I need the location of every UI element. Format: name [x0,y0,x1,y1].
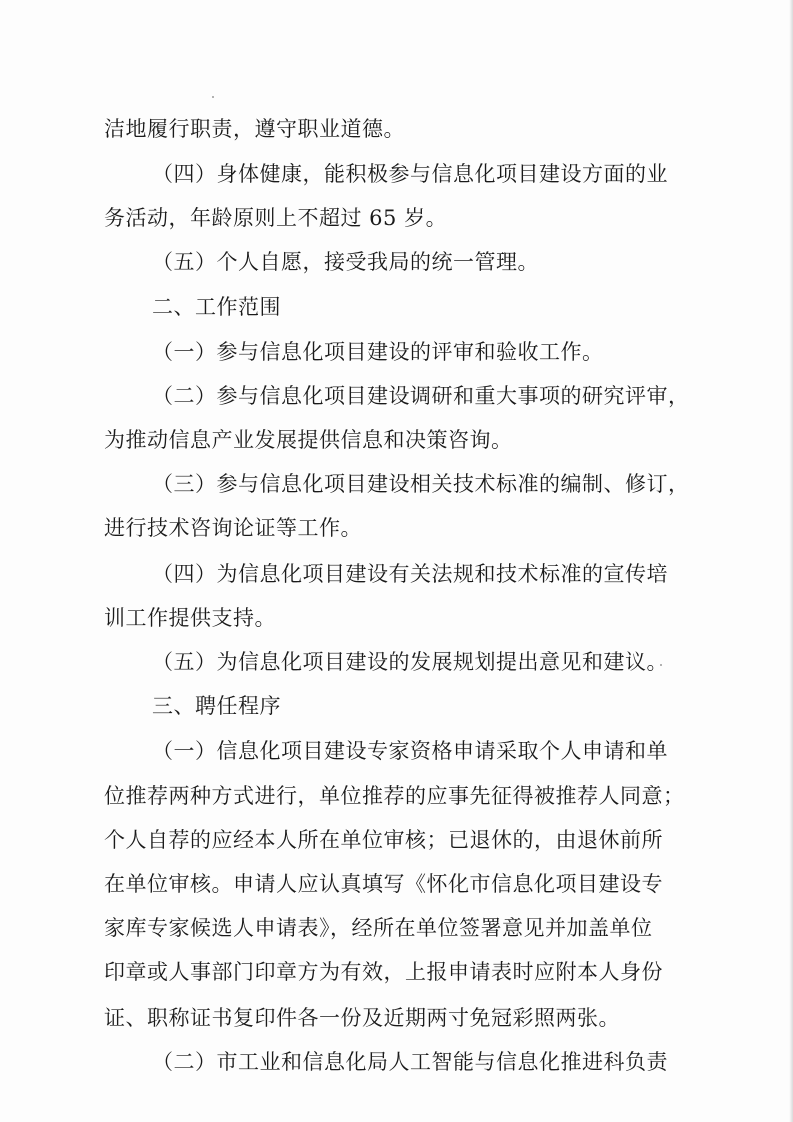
text-line-8: 为推动信息产业发展提供信息和决策咨询。 [104,428,513,452]
text-line-16: 位推荐两种方式进行，单位推荐的应事先征得被推荐人同意； [104,784,685,808]
text-line-7: （二）参与信息化项目建设调研和重大事项的研究评审， [152,384,690,408]
text-line-19: 家库专家候选人申请表》，经所在单位签署意见并加盖单位 [104,916,653,940]
text-line-4: （五）个人自愿，接受我局的统一管理。 [152,250,539,274]
text-line-15: （一）信息化项目建设专家资格申请采取个人申请和单 [152,739,668,763]
text-line-22: （二）市工业和信息化局人工智能与信息化推进科负责 [152,1050,668,1074]
text-line-6: （一）参与信息化项目建设的评审和验收工作。 [152,340,604,364]
text-line-1: 洁地履行职责，遵守职业道德。 [104,117,405,141]
text-line-2: （四）身体健康，能积极参与信息化项目建设方面的业 [152,162,668,186]
page-edge-shadow [789,0,793,1122]
text-line-11: （四）为信息化项目建设有关法规和技术标准的宣传培 [152,562,668,586]
text-line-17: 个人自荐的应经本人所在单位审核；已退休的，由退休前所 [104,828,663,852]
text-line-20: 印章或人事部门印章方为有效，上报申请表时应附本人身份 [104,960,663,984]
text-line-10: 进行技术咨询论证等工作。 [104,516,362,540]
text-line-3: 务活动，年龄原则上不超过 65 岁。 [104,206,448,230]
section-heading-2: 二、工作范围 [152,295,281,319]
text-line-21: 证、职称证书复印件各一份及近期两寸免冠彩照两张。 [104,1006,620,1030]
text-line-18: 在单位审核。申请人应认真填写《怀化市信息化项目建设专 [104,872,663,896]
scan-speck [212,96,214,98]
section-heading-3: 三、聘任程序 [152,694,281,718]
text-line-12: 训工作提供支持。 [104,606,276,630]
text-line-13: （五）为信息化项目建设的发展规划提出意见和建议。 [152,650,668,674]
text-line-9: （三）参与信息化项目建设相关技术标准的编制、修订， [152,472,690,496]
